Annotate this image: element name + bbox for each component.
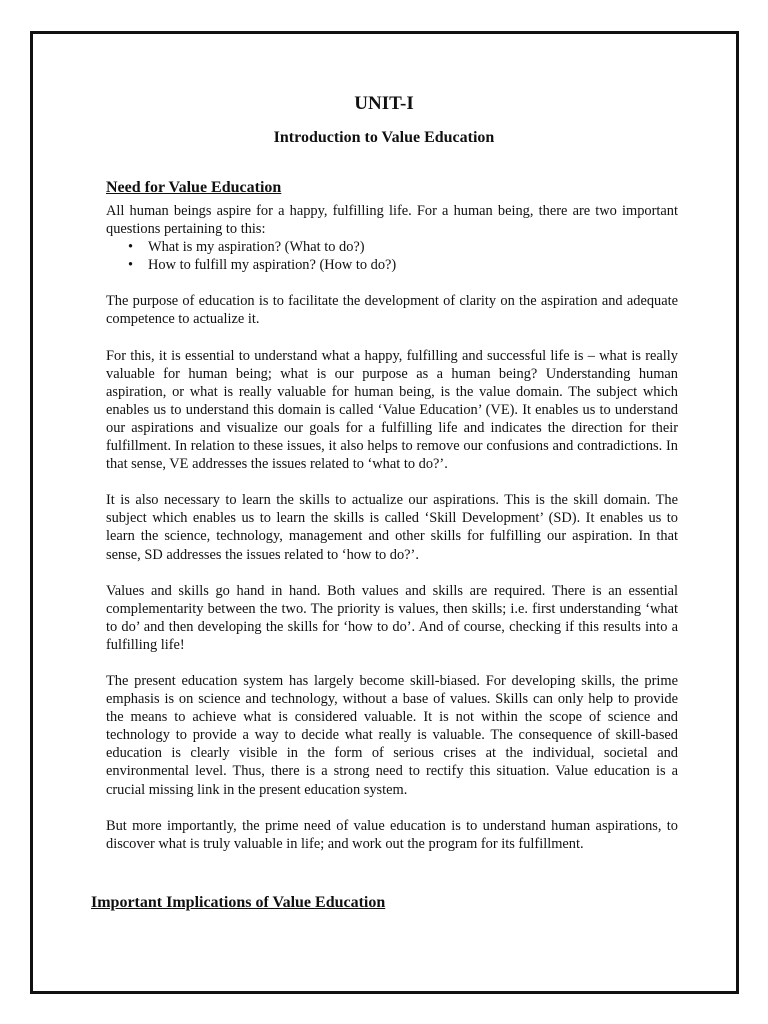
intro-paragraph: All human beings aspire for a happy, fulfilling life. For a human being, there are two important questions pertaining to this:	[106, 203, 678, 238]
unit-title: UNIT-I	[354, 93, 414, 114]
document-body	[106, 178, 678, 871]
paragraph-purpose-of-education: The purpose of education is to facilitate the development of clarity on the aspiration and adequate competence to actualize it.	[106, 293, 678, 328]
document-subtitle: Introduction to Value Education	[273, 129, 495, 146]
section-heading-need-for-value-education: Need for Value Education	[106, 179, 282, 196]
paragraph-value-domain: For this, it is essential to understand what a happy, fulfilling and successful life is – what is really valuable for human being; what is our purpose as a human being? Understanding human aspiration, or what is really valuable for human being, is the value domain. The subject which enables us to understand this domain is called ‘Value Education’ (VE). It enables us to understand our aspirations and visualize our goals for a fulfilling life and indicates the direction for their fulfillment. In relation to these issues, it also helps to remove our confusions and contradictions. In that sense, VE addresses the issues related to ‘what to do?’.	[106, 347, 678, 473]
paragraph-prime-need: But more importantly, the prime need of value education is to understand human aspirations, to discover what is truly valuable in life; and work out the program for its fulfillment.	[106, 817, 678, 852]
section-heading-important-implications: Important Implications of Value Education	[91, 894, 386, 911]
aspiration-questions-list	[106, 238, 678, 274]
paragraph-values-and-skills: Values and skills go hand in hand. Both values and skills are required. There is an essential complementarity between the two. The priority is values, then skills; i.e. first understanding ‘what to do’ and then developing the skills for ‘how to do’. And of course, checking if this results into a fulfilling life!	[106, 582, 678, 653]
paragraph-present-education-system: The present education system has largely become skill-biased. For developing skills, the prime emphasis is on science and technology, without a base of values. Skills can only help to provide the means to achieve what is considered valuable. It is not within the scope of science and technology to provide a way to decide what really is valuable. The consequence of skill-based education is clearly visible in the form of serious crises at the individual, societal and environmental level. Thus, there is a strong need to rectify this situation. Value education is a crucial missing link in the present education system.	[106, 672, 678, 798]
list-item: • What is my aspiration? (What to do?)	[148, 238, 678, 256]
list-item: • How to fulfill my aspiration? (How to do?)	[148, 256, 678, 274]
paragraph-skill-domain: It is also necessary to learn the skills to actualize our aspirations. This is the skill domain. The subject which enables us to learn the skills is called ‘Skill Development’ (SD). It enables us to learn the science, technology, management and other skills for fulfilling our aspiration. In that sense, SD addresses the issues related to ‘how to do?’.	[106, 492, 678, 563]
